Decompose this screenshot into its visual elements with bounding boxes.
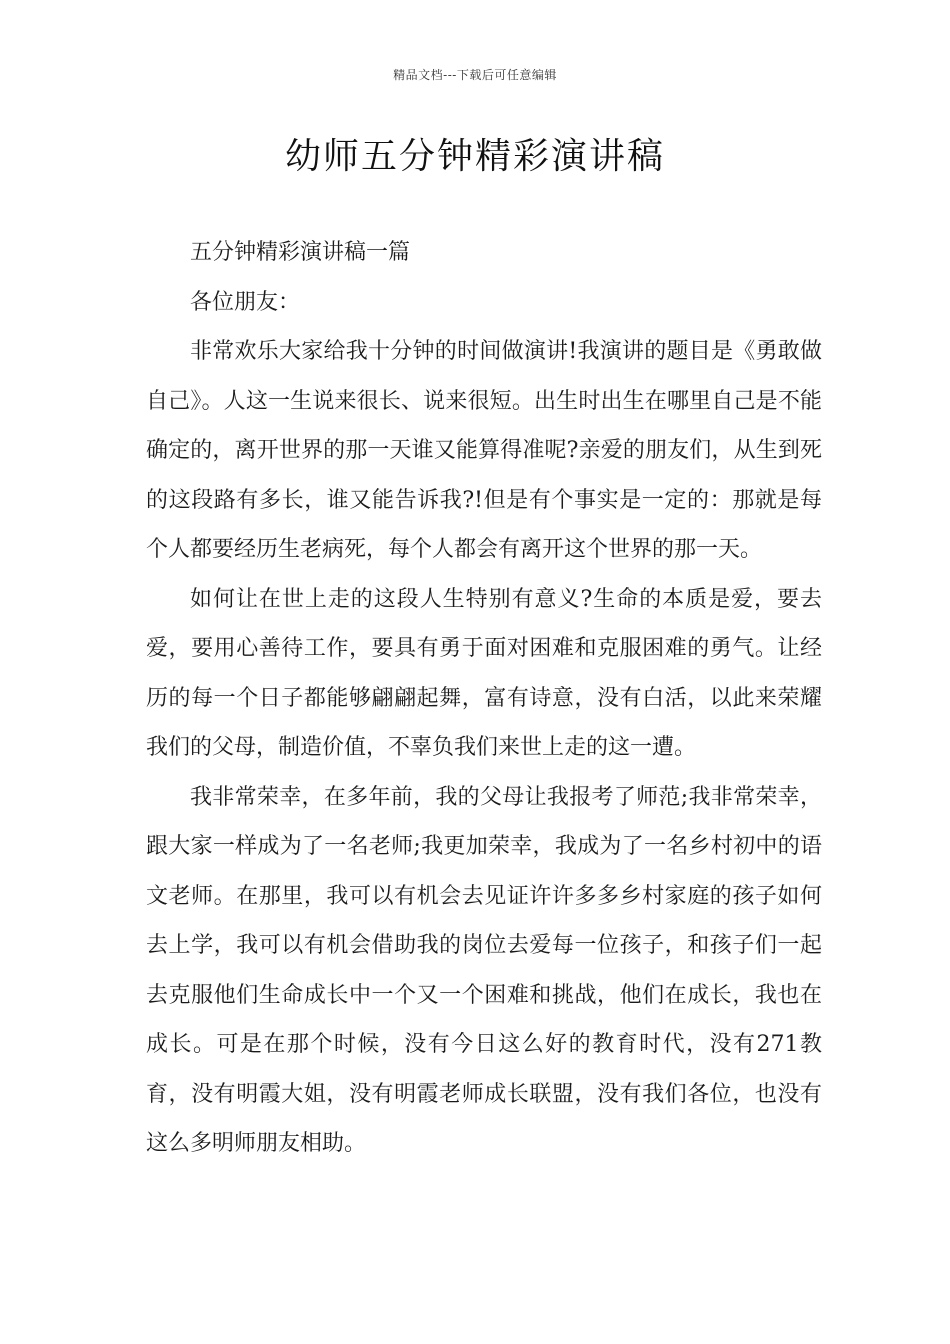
document-title: 幼师五分钟精彩演讲稿 [284,136,665,177]
body-paragraph: 非常欢乐大家给我十分钟的时间做演讲!我演讲的题目是《勇敢做自己》。人这一生说来很长、说来很短。出生时出生在哪里自己是不能确定的，离开世界的那一天谁又能算得准呢?亲爱的朋友们，从生到死的这段路有多长，谁又能告诉我?!但是有个事实是一定的：那就是每个人都要经历生老病死，每个人都会有离开这个世界的那一天。 [146,339,822,562]
document-body [146,228,822,1169]
salutation-paragraph: 各位朋友： [190,289,301,315]
body-paragraph: 我非常荣幸，在多年前，我的父母让我报考了师范;我非常荣幸，跟大家一样成为了一名老师;我更加荣幸，我成为了一名乡村初中的语文老师。在那里，我可以有机会去见证许许多多乡村家庭的孩子如何去上学，我可以有机会借助我的岗位去爱每一位孩子，和孩子们一起去克服他们生命成长中一个又一个困难和挑战，他们在成长，我也在成长。可是在那个时候，没有今日这么好的教育时代，没有271教育，没有明霞大姐，没有明霞老师成长联盟，没有我们各位，也没有这么多明师朋友相助。 [146,784,822,1156]
body-paragraph: 如何让在世上走的这段人生特别有意义?生命的本质是爱，要去爱，要用心善待工作，要具有勇于面对困难和克服困难的勇气。让经历的每一个日子都能够翩翩起舞，富有诗意，没有白活，以此来荣耀我们的父母，制造价值，不辜负我们来世上走的这一遭。 [146,586,822,760]
header-note: 精品文档---下载后可任意编辑 [393,68,557,82]
subtitle-paragraph: 五分钟精彩演讲稿一篇 [190,240,411,265]
